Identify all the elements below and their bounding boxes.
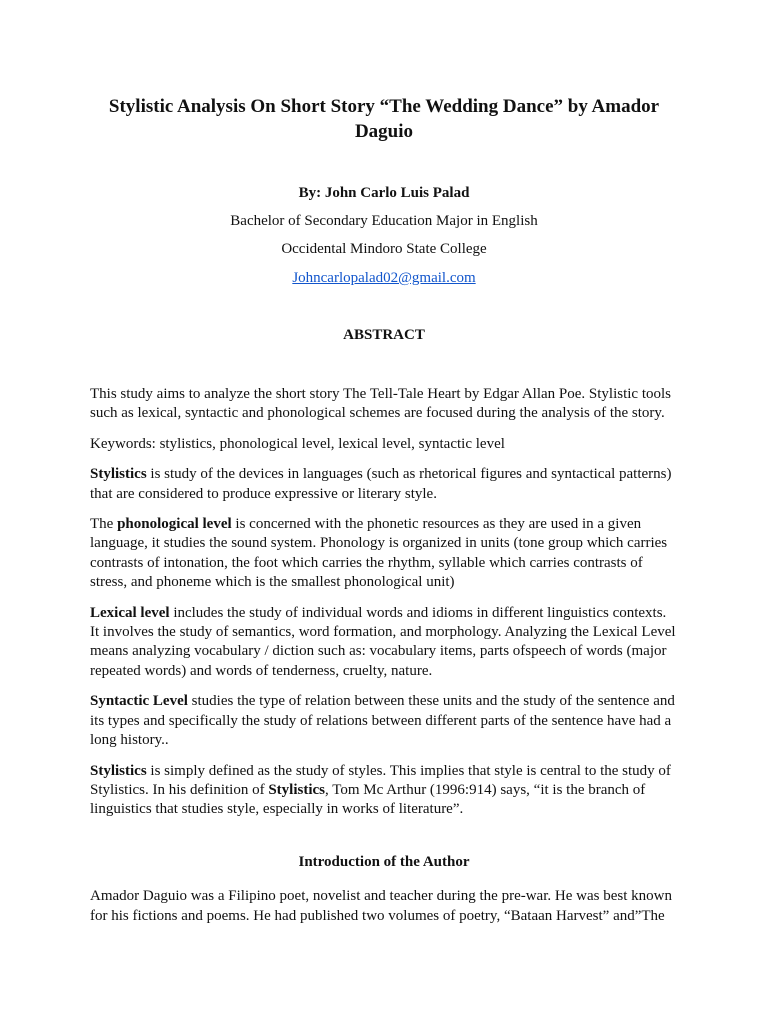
- author-byline: By: John Carlo Luis Palad: [298, 185, 470, 201]
- paragraph-phonological: [90, 515, 678, 593]
- term-lexical-level: Lexical level: [90, 604, 170, 621]
- paragraph-lexical: [90, 604, 678, 682]
- paragraph-aim: This study aims to analyze the short story The Tell-Tale Heart by Edgar Allan Poe. Stylistic tools such as lexical, syntactic and phonological schemes are focused during the analysis of the story.: [90, 386, 671, 422]
- paragraph-text: is simply defined as the study of styles. This implies that style is central to the study of Stylistics. In his definition of: [90, 762, 671, 798]
- paragraph-text: includes the study of individual words and idioms in different linguistics contexts. It involves the study of semantics, word formation, and morphology. Analyzing the Lexical Level means analyzing vocabulary / diction such as: vocabulary items, parts ofspeech of words (major repeated words) and words of tenderness, cruelty, nature.: [90, 604, 676, 679]
- paragraph-text: is concerned with the phonetic resources as they are used in a given language, it studies the sound system. Phonology is organized in units (tone group which carries contrasts of intonation, the foot which carries the rhythm, syllable which carries contrasts of stress, and phoneme which is the smallest phonological unit): [90, 516, 668, 591]
- term-stylistics: Stylistics: [90, 466, 147, 483]
- term-stylistics: Stylistics: [90, 762, 147, 779]
- author-degree: Bachelor of Secondary Education Major in English: [230, 213, 538, 229]
- paragraph-syntactic: [90, 692, 678, 750]
- paragraph-text: is study of the devices in languages (such as rhetorical figures and syntactical patterns) that are considered to produce expressive or literary style.: [90, 466, 672, 502]
- paragraph-stylistics: [90, 465, 678, 504]
- term-syntactic-level: Syntactic Level: [90, 693, 188, 710]
- paragraph-keywords: Keywords: stylistics, phonological level, lexical level, syntactic level: [90, 435, 505, 452]
- term-stylistics: Stylistics: [268, 781, 326, 798]
- paragraph-text: , Tom Mc Arthur (1996:914) says, “it is the branch of linguistics that studies style, especially in works of literature”.: [90, 781, 646, 818]
- section-heading: Introduction of the Author: [298, 853, 470, 870]
- email-link[interactable]: Johncarlopalad02@gmail.com: [292, 270, 476, 286]
- abstract-heading: ABSTRACT: [343, 327, 425, 343]
- paragraph-stylistics-definition: [90, 762, 678, 820]
- author-email: [0, 269, 768, 288]
- author-college: Occidental Mindoro State College: [281, 241, 487, 257]
- paragraph-text: studies the type of relation between these units and the study of the sentence and its types and specifically the study of relations between different parts of the sentence have had a long history..: [90, 693, 675, 749]
- body-text: [90, 385, 678, 937]
- paragraph-author-intro: Amador Daguio was a Filipino poet, novelist and teacher during the pre-war. He was best known for his fictions and poems. He had published two volumes of poetry, “Bataan Harvest” and”The: [90, 888, 672, 924]
- paper-title: Stylistic Analysis On Short Story “The Wedding Dance” by Amador Daguio: [108, 96, 660, 142]
- paragraph-text: The: [90, 516, 118, 533]
- term-phonological-level: phonological level: [117, 516, 232, 533]
